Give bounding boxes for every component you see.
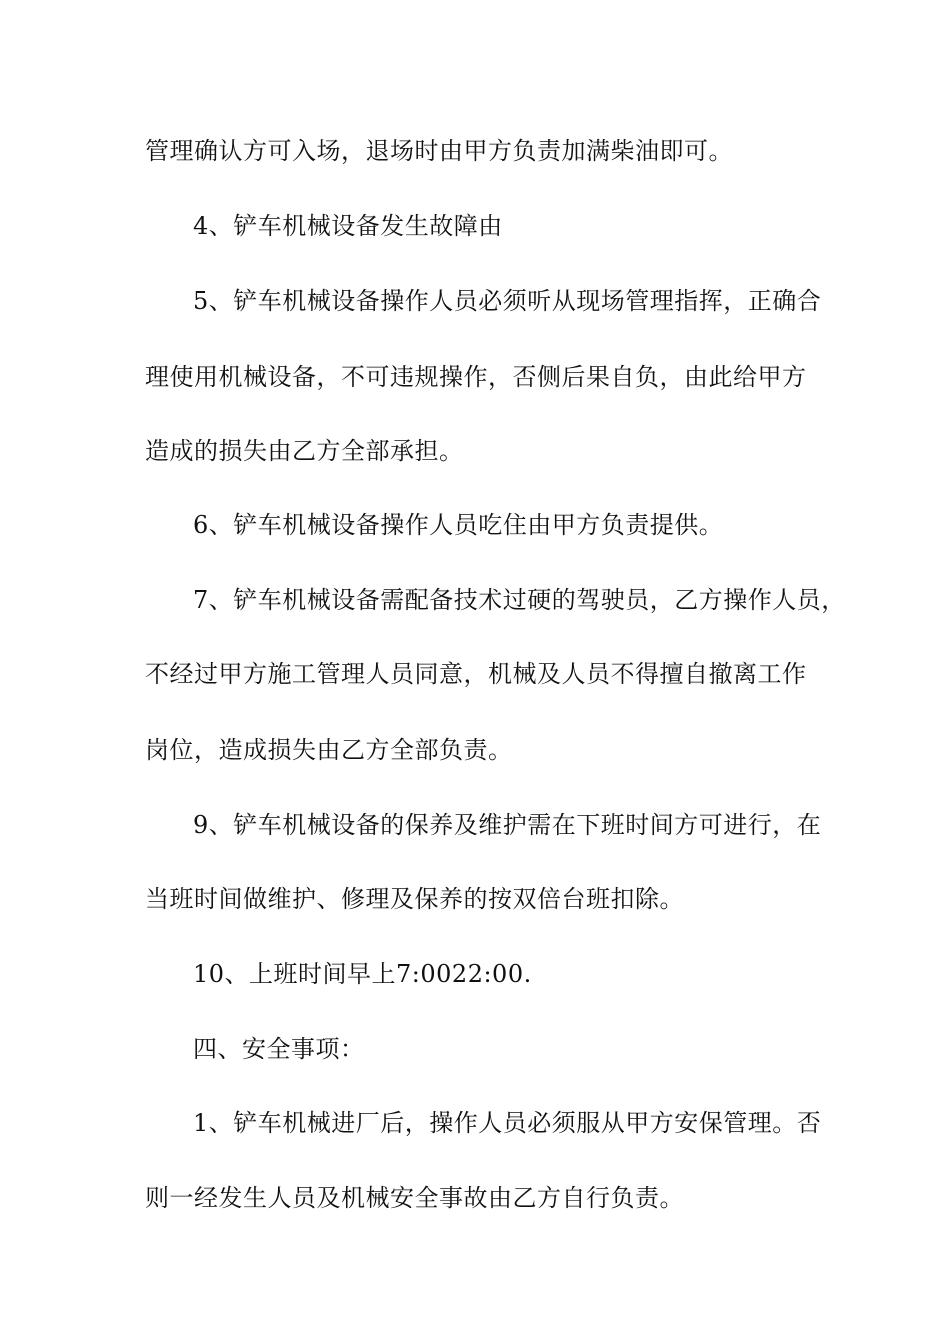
section-heading-safety: 四、安全事项： — [193, 1035, 365, 1063]
clause-7-line-1: 7、铲车机械设备需配备技术过硬的驾驶员，乙方操作人员， — [193, 586, 846, 614]
clause-9-line-2: 当班时间做维护、修理及保养的按双倍台班扣除。 — [145, 885, 684, 913]
clause-5-line-3: 造成的损失由乙方全部承担。 — [145, 437, 464, 465]
clause-10: 10、上班时间早上7:0022:00. — [193, 960, 532, 988]
clause-5-line-2: 理使用机械设备，不可违规操作，否侧后果自负，由此给甲方 — [145, 363, 807, 391]
clause-4: 4、铲车机械设备发生故障由 — [193, 212, 503, 240]
safety-clause-1-line-2: 则一经发生人员及机械安全事故由乙方自行负责。 — [145, 1184, 684, 1212]
clause-7-line-3: 岗位，造成损失由乙方全部负责。 — [145, 736, 513, 764]
safety-clause-1-line-1: 1、铲车机械进厂后，操作人员必须服从甲方安保管理。否 — [193, 1109, 822, 1137]
clause-7-line-2: 不经过甲方施工管理人员同意，机械及人员不得擅自撤离工作 — [145, 660, 807, 688]
clause-6: 6、铲车机械设备操作人员吃住由甲方负责提供。 — [193, 511, 724, 539]
text-line-continuation: 管理确认方可入场，退场时由甲方负责加满柴油即可。 — [145, 137, 733, 165]
clause-5-line-1: 5、铲车机械设备操作人员必须听从现场管理指挥，正确合 — [193, 287, 822, 315]
clause-9-line-1: 9、铲车机械设备的保养及维护需在下班时间方可进行，在 — [193, 811, 822, 839]
